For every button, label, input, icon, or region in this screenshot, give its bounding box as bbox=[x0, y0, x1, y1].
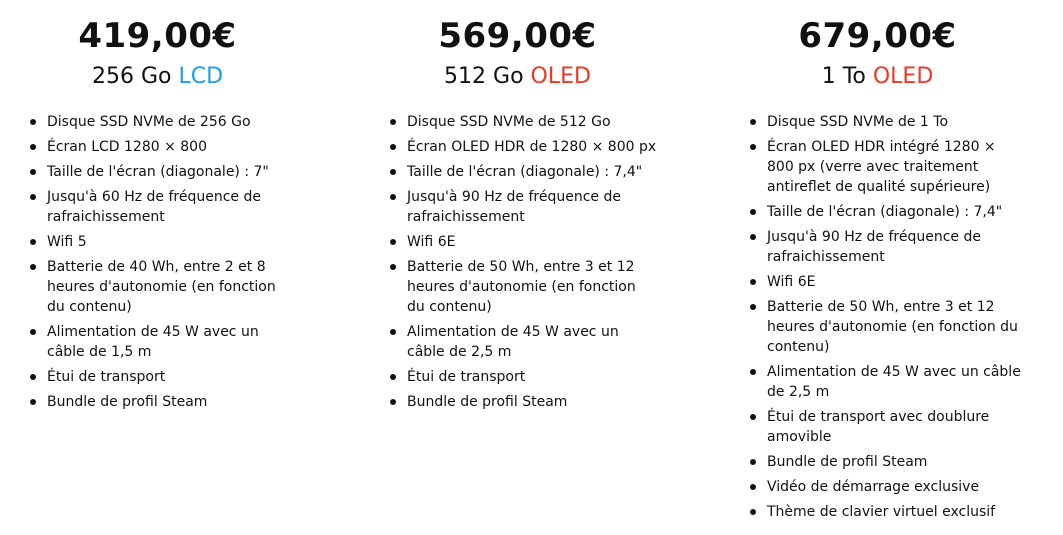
plan-capacity: 512 Go bbox=[444, 64, 524, 89]
feature-item: Jusqu'à 90 Hz de fréquence de rafraichissement bbox=[387, 187, 657, 227]
plan-display-tech: OLED bbox=[530, 64, 591, 89]
feature-item: Disque SSD NVMe de 1 To bbox=[747, 112, 1022, 132]
feature-item: Alimentation de 45 W avec un câble de 2,5 m bbox=[747, 362, 1022, 402]
plan-capacity: 1 To bbox=[821, 64, 866, 89]
feature-item: Taille de l'écran (diagonale) : 7,4" bbox=[387, 162, 657, 182]
plan-price: 569,00€ bbox=[438, 16, 597, 56]
plan-variant bbox=[360, 62, 675, 92]
feature-item: Étui de transport bbox=[27, 367, 297, 387]
feature-item: Taille de l'écran (diagonale) : 7,4" bbox=[747, 202, 1022, 222]
feature-item: Bundle de profil Steam bbox=[387, 392, 657, 412]
feature-item: Batterie de 50 Wh, entre 3 et 12 heures d'autonomie (en fonction du contenu) bbox=[387, 257, 657, 317]
feature-item: Bundle de profil Steam bbox=[27, 392, 297, 412]
plan-price: 419,00€ bbox=[78, 16, 237, 56]
feature-list bbox=[27, 112, 297, 417]
feature-item: Wifi 6E bbox=[387, 232, 657, 252]
feature-item: Wifi 6E bbox=[747, 272, 1022, 292]
feature-item: Wifi 5 bbox=[27, 232, 297, 252]
feature-list bbox=[747, 112, 1022, 527]
plan-variant bbox=[0, 62, 315, 92]
feature-item: Écran OLED HDR de 1280 × 800 px bbox=[387, 137, 657, 157]
feature-item: Jusqu'à 90 Hz de fréquence de rafraichissement bbox=[747, 227, 1022, 267]
feature-item: Batterie de 40 Wh, entre 2 et 8 heures d'autonomie (en fonction du contenu) bbox=[27, 257, 297, 317]
plan-display-tech: LCD bbox=[178, 64, 224, 89]
feature-item: Vidéo de démarrage exclusive bbox=[747, 477, 1022, 497]
plan-price: 679,00€ bbox=[798, 16, 957, 56]
plan-variant bbox=[720, 62, 1035, 92]
feature-item: Taille de l'écran (diagonale) : 7" bbox=[27, 162, 297, 182]
plan-display-tech: OLED bbox=[872, 64, 934, 89]
feature-item: Batterie de 50 Wh, entre 3 et 12 heures d'autonomie (en fonction du contenu) bbox=[747, 297, 1022, 357]
feature-item: Écran OLED HDR intégré 1280 × 800 px (verre avec traitement antireflet de qualité supérieure) bbox=[747, 137, 1022, 197]
feature-item: Bundle de profil Steam bbox=[747, 452, 1022, 472]
feature-item: Thème de clavier virtuel exclusif bbox=[747, 502, 1022, 522]
feature-item: Alimentation de 45 W avec un câble de 1,5 m bbox=[27, 322, 297, 362]
feature-item: Étui de transport avec doublure amovible bbox=[747, 407, 1022, 447]
feature-item: Alimentation de 45 W avec un câble de 2,5 m bbox=[387, 322, 657, 362]
feature-item: Jusqu'à 60 Hz de fréquence de rafraichissement bbox=[27, 187, 297, 227]
plan-capacity: 256 Go bbox=[91, 64, 172, 89]
feature-item: Disque SSD NVMe de 512 Go bbox=[387, 112, 657, 132]
feature-item: Étui de transport bbox=[387, 367, 657, 387]
feature-list bbox=[387, 112, 657, 417]
feature-item: Écran LCD 1280 × 800 bbox=[27, 137, 297, 157]
feature-item: Disque SSD NVMe de 256 Go bbox=[27, 112, 297, 132]
